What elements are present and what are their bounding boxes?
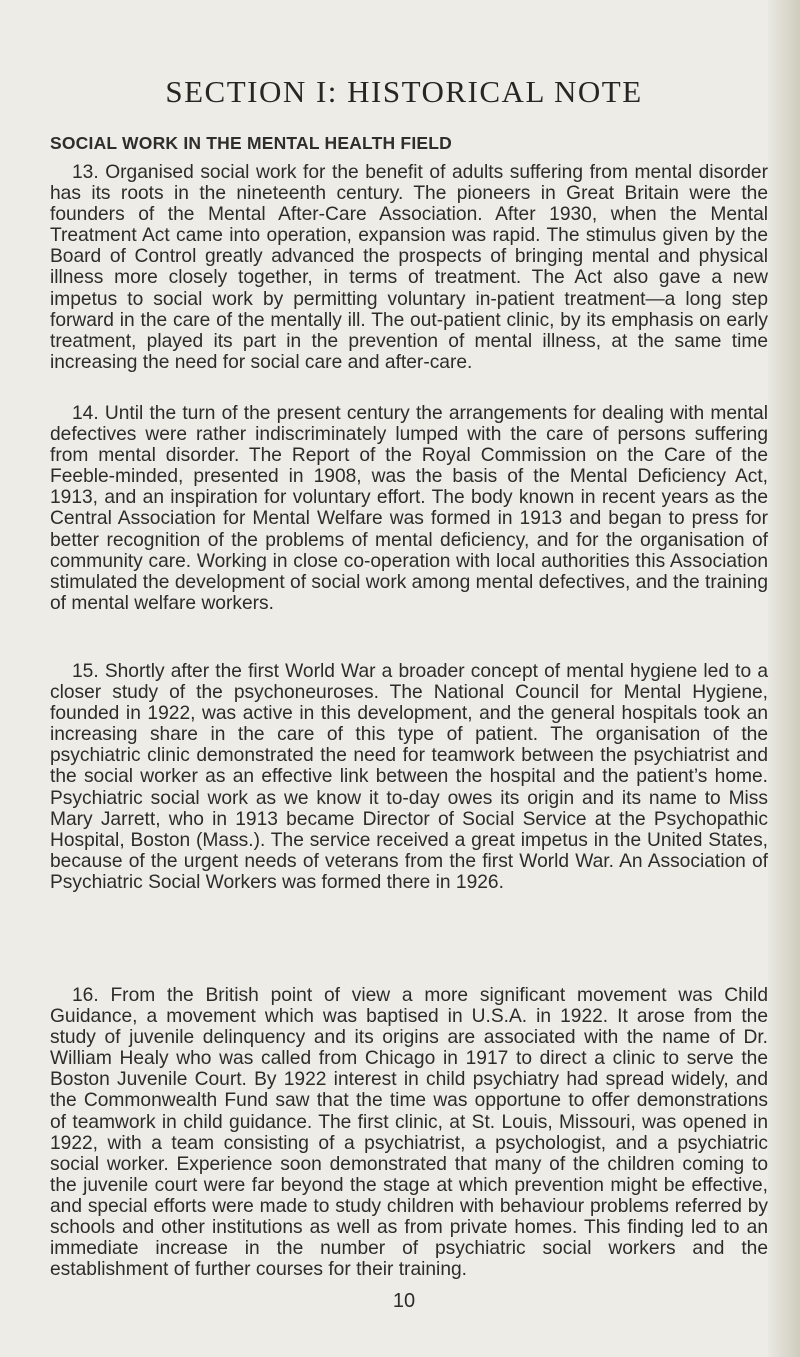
page-edge-shadow: [768, 0, 800, 1357]
page-number: 10: [392, 1290, 416, 1312]
subheading: SOCIAL WORK IN THE MENTAL HEALTH FIELD: [50, 133, 452, 153]
paragraph-15: 15. Shortly after the first World War a broader concept of mental hygiene led to a closer study of the psychoneuroses. The National Council for Mental Hygiene, founded in 1922, was active in this development, and the general hospitals took an increasing share in the care of this type of patient. The organisation of the psychiatric clinic demonstrated the need for teamwork between the psychiatrist and the social worker as an effective link between the hospital and the patient’s home. Psychiatric social work as we know it to-day owes its origin and its name to Miss Mary Jarrett, who in 1913 became Director of Social Service at the Psychopathic Hospital, Boston (Mass.). The service received a great impetus in the United States, because of the urgent needs of veterans from the first World War. An Association of Psychiatric Social Workers was formed there in 1926.: [50, 661, 768, 893]
paragraph-13: 13. Organised social work for the benefit of adults suffering from mental disorder has its roots in the nineteenth century. The pioneers in Great Britain were the founders of the Mental After-Care Association. After 1930, when the Mental Treatment Act came into operation, expansion was rapid. The stimulus given by the Board of Control greatly advanced the prospects of bringing mental and physical illness more closely together, in terms of treatment. The Act also gave a new impetus to social work by permitting voluntary in-patient treatment—a long step forward in the care of the mentally ill. The out-patient clinic, by its emphasis on early treatment, played its part in the prevention of mental illness, at the same time increasing the need for social care and after-care.: [50, 162, 768, 373]
paragraph-14: 14. Until the turn of the present century the arrangements for dealing with mental defectives were rather indiscriminately lumped with the care of persons suffering from mental disorder. The Report of the Royal Commission on the Care of the Feeble-minded, presented in 1908, was the basis of the Mental Deficiency Act, 1913, and an inspiration for voluntary effort. The body known in recent years as the Central Association for Mental Welfare was formed in 1913 and began to press for better recognition of the problems of mental deficiency, and for the organisation of community care. Working in close co-operation with local authorities this Association stimulated the development of social work among mental defectives, and the training of mental welfare workers.: [50, 403, 768, 614]
paragraph-16: 16. From the British point of view a more significant movement was Child Guidance, a movement which was baptised in U.S.A. in 1922. It arose from the study of juvenile delinquency and its origins are associated with the name of Dr. William Healy who was called from Chicago in 1917 to direct a clinic to serve the Boston Juvenile Court. By 1922 interest in child psychiatry had spread widely, and the Commonwealth Fund saw that the time was opportune to offer demonstrations of teamwork in child guidance. The first clinic, at St. Louis, Missouri, was opened in 1922, with a team consisting of a psychiatrist, a psychologist, and a psychiatric social worker. Experience soon demonstrated that many of the children coming to the juvenile court were far beyond the stage at which prevention might be effective, and special efforts were made to study children with behaviour problems referred by schools and other institutions as well as from private homes. This finding led to an immediate increase in the number of psychiatric social workers and the establishment of further courses for their training.: [50, 985, 768, 1281]
section-title: SECTION I: HISTORICAL NOTE: [165, 74, 643, 109]
